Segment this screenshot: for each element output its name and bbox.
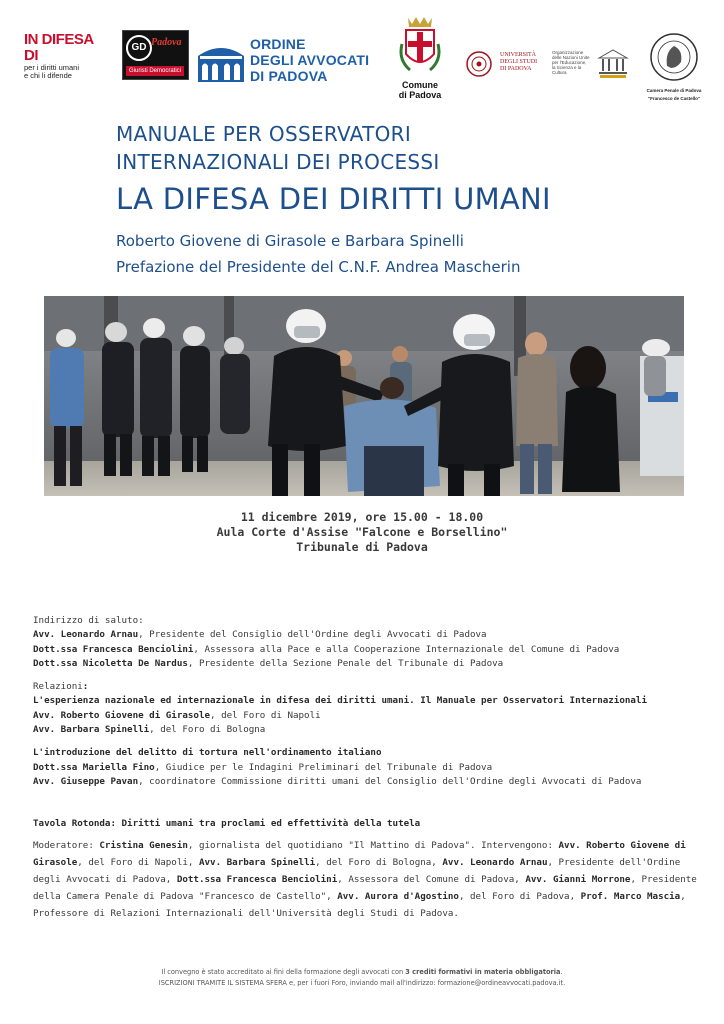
saluto-item bbox=[33, 643, 713, 657]
tavola-name: Dott.ssa Francesca Benciolini bbox=[176, 873, 338, 885]
uni-line3: DI PADOVA bbox=[500, 66, 532, 72]
tavola-text: , giornalista del quotidiano "Il Mattino di Padova". Intervengono: bbox=[187, 839, 559, 851]
relazioni-item bbox=[33, 723, 713, 737]
tavola-text: , Professore di Relazioni Internazionali dell'Università degli Studi di Padova. bbox=[33, 890, 686, 919]
event-date: 11 dicembre 2019, ore 15.00 - 18.00 bbox=[240, 510, 484, 524]
camera-line1: Camera Penale di Padova bbox=[646, 88, 702, 93]
footer-post: . bbox=[560, 968, 563, 976]
university-seal-icon bbox=[464, 50, 494, 78]
ordine-line2: DEGLI AVVOCATI bbox=[250, 52, 370, 68]
tavola-text: , Assessora del Comune di Padova, bbox=[337, 873, 526, 885]
speaker-name: Avv. Giuseppe Pavan bbox=[33, 775, 139, 787]
footer-line2: ISCRIZIONI TRAMITE IL SISTEMA SFERA e, per i fuori Foro, inviando mail all'indirizzo: formazione@ordineavvocati.padova.it. bbox=[158, 979, 566, 987]
footer-pre: Il convegno è stato accreditato ai fini della formazione degli avvocati con bbox=[161, 968, 406, 976]
relazioni-item bbox=[33, 709, 713, 723]
city-crest-icon bbox=[398, 14, 442, 76]
comune-padova-logo bbox=[396, 14, 444, 106]
event-room: Aula Corte d'Assise "Falcone e Borsellino" bbox=[216, 525, 508, 539]
logo-strip bbox=[0, 8, 724, 104]
tavola-text: , Presidente dell'Ordine degli Avvocati di Padova, bbox=[33, 856, 681, 885]
speaker-role: , coordinatore Commissione diritti umani del Consiglio dell'Ordine degli Avvocati di Padova bbox=[138, 775, 642, 787]
title-preface: Prefazione del Presidente del C.N.F. Andrea Mascherin bbox=[116, 258, 521, 276]
relazioni-heading bbox=[33, 680, 713, 694]
tavola-name: Avv. Barbara Spinelli bbox=[198, 856, 316, 868]
camera-penale-logo bbox=[643, 32, 705, 104]
tavola-text: , del Foro di Padova, bbox=[458, 890, 581, 902]
topic2-text: L'introduzione del delitto di tortura nell'ordinamento italiano bbox=[33, 747, 382, 759]
cover-photo bbox=[44, 296, 684, 496]
speaker-role: , del Foro di Bologna bbox=[149, 724, 266, 736]
topic1-text: L'esperienza nazionale ed internazionale in difesa dei diritti umani. Il Manuale per Osservatori Internazionali bbox=[33, 695, 647, 707]
footer-note bbox=[0, 967, 724, 989]
relazioni-item bbox=[33, 761, 713, 775]
speaker-name: Dott.ssa Nicoletta De Nardus bbox=[33, 657, 188, 669]
comune-line1: Comune bbox=[402, 80, 438, 90]
saluto-item bbox=[33, 657, 713, 671]
speaker-role: , Presidente del Consiglio dell'Ordine degli Avvocati di Padova bbox=[138, 629, 487, 641]
event-place: Tribunale di Padova bbox=[296, 540, 428, 554]
in-difesa-di-line2: e chi li difende bbox=[24, 71, 72, 80]
speaker-role: , Giudice per le Indagini Preliminari del Tribunale di Padova bbox=[154, 761, 493, 773]
tavola-name: Prof. Marco Mascia bbox=[580, 890, 681, 902]
footer-line1 bbox=[0, 967, 724, 978]
program bbox=[33, 614, 713, 922]
speaker-name: Dott.ssa Mariella Fino bbox=[33, 761, 155, 773]
title-main: LA DIFESA DEI DIRITTI UMANI bbox=[116, 182, 551, 216]
in-difesa-di-line1: per i diritti umani bbox=[24, 63, 80, 72]
footer-credits: 3 crediti formativi in materia obbligatoria bbox=[405, 968, 561, 976]
tavola-text: , del Foro di Bologna, bbox=[315, 856, 443, 868]
tavola-name: Avv. Roberto Giovene di Girasole bbox=[33, 839, 686, 868]
speaker-name: Avv. Roberto Giovene di Girasole bbox=[33, 709, 211, 721]
tavola-heading bbox=[33, 817, 713, 831]
relazioni-topic2 bbox=[33, 746, 713, 760]
tavola-text: , del Foro di Napoli, bbox=[77, 856, 199, 868]
comune-line2: di Padova bbox=[398, 90, 442, 100]
ordine-line1: ORDINE bbox=[250, 36, 306, 52]
camera-line2: "Francesco de Castello" bbox=[647, 96, 701, 101]
ordine-avvocati-logo bbox=[196, 36, 381, 90]
saluto-heading: Indirizzo di saluto: bbox=[33, 615, 144, 626]
unesco-text: Organizzazione delle Nazioni Unite per l'Educazione, la Scienza e la Cultura bbox=[552, 50, 590, 75]
tavola-paragraph bbox=[33, 837, 713, 922]
tavola-text: Moderatore: bbox=[33, 839, 100, 851]
speaker-name: Avv. Leonardo Arnau bbox=[33, 629, 139, 641]
unesco-temple-icon bbox=[596, 48, 630, 80]
tavola-text: , Presidente della Camera Penale di Padova "Francesco de Castello", bbox=[33, 873, 697, 902]
tavola-name: Avv. Gianni Morrone bbox=[525, 873, 631, 885]
tavola-name: Avv. Aurora d'Agostino bbox=[337, 890, 459, 902]
giuristi-democratici-logo bbox=[122, 30, 189, 80]
speaker-role: , Assessora alla Pace e alla Cooperazione Internazionale del Comune di Padova bbox=[193, 643, 620, 655]
tavola-name: Cristina Genesin bbox=[99, 839, 188, 851]
gd-initials: GD bbox=[126, 35, 152, 61]
uni-line1: UNIVERSITÀ bbox=[500, 52, 536, 58]
relazioni-item bbox=[33, 775, 713, 789]
book-cover-title bbox=[44, 112, 684, 292]
tavola-heading-text: Tavola Rotonda: Diritti umani tra proclami ed effettività della tutela bbox=[33, 818, 421, 830]
event-info bbox=[0, 510, 724, 555]
gd-subtitle: Giuristi Democratici bbox=[126, 66, 184, 76]
uni-line2: DEGLI STUDI bbox=[500, 59, 538, 65]
relazioni-colon: : bbox=[82, 681, 89, 693]
saluto-item bbox=[33, 628, 713, 642]
universita-padova-logo bbox=[462, 50, 542, 78]
speaker-role: , Presidente della Sezione Penale del Tribunale di Padova bbox=[187, 657, 504, 669]
tavola-name: Avv. Leonardo Arnau bbox=[442, 856, 548, 868]
ordine-line3: DI PADOVA bbox=[250, 68, 328, 84]
in-difesa-di-title: IN DIFESA DI bbox=[24, 31, 94, 64]
relazioni-heading-text: Relazioni bbox=[33, 681, 83, 693]
camera-penale-seal-icon bbox=[649, 32, 699, 82]
title-line1: MANUALE PER OSSERVATORI bbox=[116, 122, 412, 146]
title-authors: Roberto Giovene di Girasole e Barbara Spinelli bbox=[116, 232, 464, 250]
speaker-role: , del Foro di Napoli bbox=[210, 709, 321, 721]
unesco-chair-logo bbox=[552, 48, 632, 82]
relazioni-topic1 bbox=[33, 694, 713, 708]
police-scene-illustration bbox=[44, 296, 684, 496]
title-line2: INTERNAZIONALI DEI PROCESSI bbox=[116, 150, 440, 174]
arch-icon bbox=[196, 44, 246, 84]
gd-city: Padova bbox=[151, 37, 182, 48]
in-difesa-di-logo bbox=[24, 31, 104, 80]
speaker-name: Avv. Barbara Spinelli bbox=[33, 724, 150, 736]
speaker-name: Dott.ssa Francesca Benciolini bbox=[33, 643, 194, 655]
